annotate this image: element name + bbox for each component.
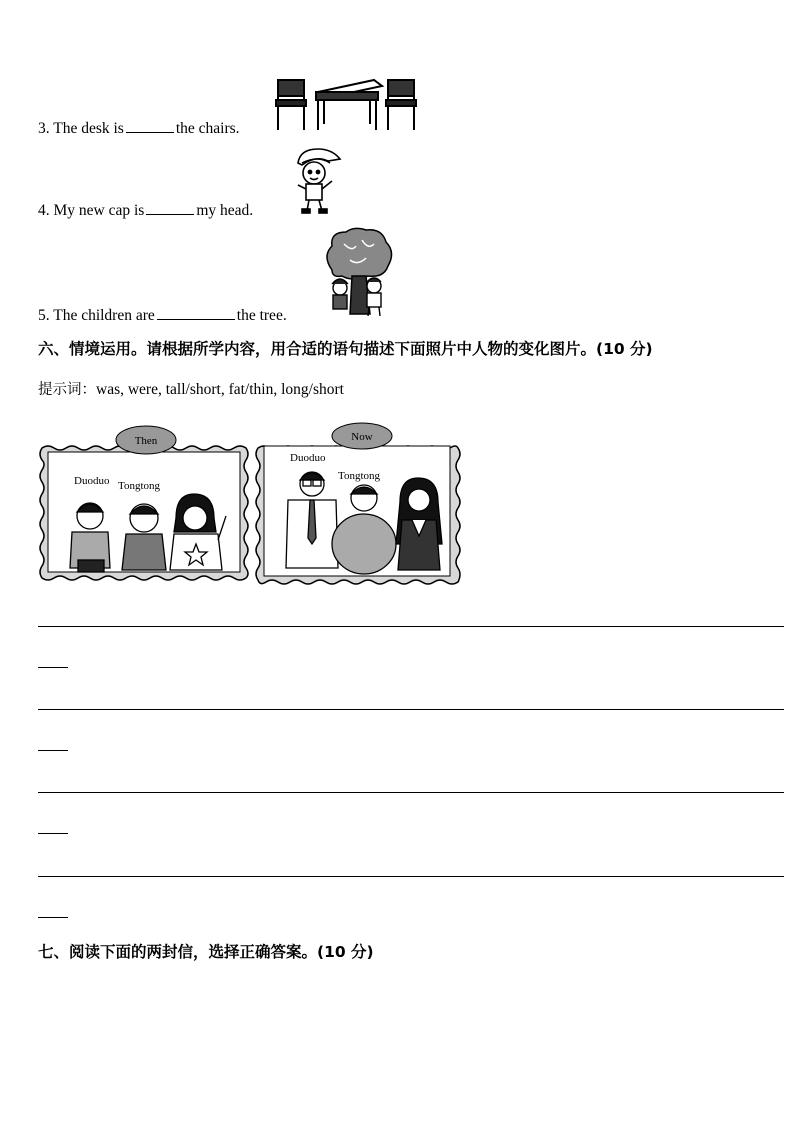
boy-with-cap-picture xyxy=(292,145,344,215)
hint-label: 提示词： xyxy=(38,382,96,398)
photo-now xyxy=(254,420,462,588)
section-7-title: 七、阅读下面的两封信，选择正确答案。(10 分) xyxy=(38,943,374,961)
answer-line-4[interactable] xyxy=(38,876,784,877)
question-5-blank[interactable] xyxy=(157,305,235,320)
question-3-text-after: the chairs. xyxy=(175,120,240,137)
photo-then-tag: Then xyxy=(134,435,158,447)
photo-then-name-tongtong: Tongtong xyxy=(118,480,161,492)
child-right-icon xyxy=(367,278,381,316)
left-chair-icon xyxy=(276,80,306,130)
question-5 xyxy=(38,305,287,325)
section-6-hint xyxy=(38,378,344,399)
question-4-text-after: my head. xyxy=(196,202,254,219)
hint-words: was, were, tall/short, fat/thin, long/short xyxy=(96,381,344,398)
answer-line-2[interactable] xyxy=(38,709,784,710)
photo-then-name-duoduo: Duoduo xyxy=(74,475,110,487)
desk-and-chairs-picture xyxy=(274,78,422,132)
question-5-text-before: 5. The children are xyxy=(38,307,155,324)
answer-line-4-end xyxy=(38,917,68,918)
photo-now-tag: Now xyxy=(351,431,373,443)
answer-line-3[interactable] xyxy=(38,792,784,793)
desk-icon xyxy=(316,80,382,130)
answer-line-1-end xyxy=(38,667,68,668)
photo-now-name-tongtong: Tongtong xyxy=(338,470,381,482)
child-left-icon xyxy=(332,279,348,309)
question-4 xyxy=(38,200,253,220)
boy-with-cap-icon xyxy=(298,149,340,213)
answer-line-2-end xyxy=(38,750,68,751)
question-5-text-after: the tree. xyxy=(236,307,287,324)
girl-now-icon xyxy=(396,478,442,570)
question-3-text-before: 3. The desk is xyxy=(38,120,124,137)
right-chair-icon xyxy=(386,80,416,130)
question-4-text-before: 4. My new cap is xyxy=(38,202,145,219)
section-6-title: 六、情境运用。请根据所学内容，用合适的语句描述下面照片中人物的变化图片。(10 分) xyxy=(38,340,653,358)
children-under-tree-picture xyxy=(322,226,396,318)
question-4-blank[interactable] xyxy=(146,200,194,215)
question-3-blank[interactable] xyxy=(126,118,174,133)
answer-line-1[interactable] xyxy=(38,626,784,627)
answer-line-3-end xyxy=(38,833,68,834)
question-3 xyxy=(38,118,240,138)
photo-then xyxy=(38,420,250,584)
photo-now-name-duoduo: Duoduo xyxy=(290,452,326,464)
